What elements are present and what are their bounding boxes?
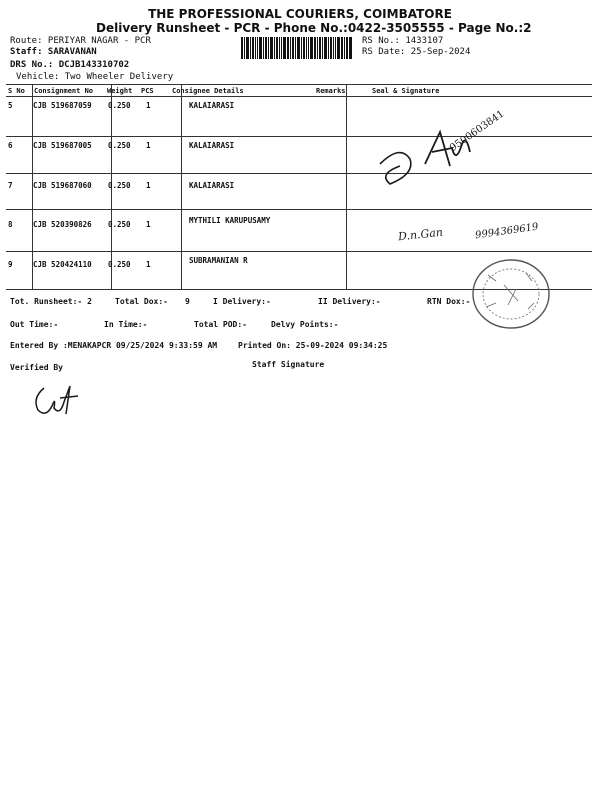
column-divider [346, 84, 347, 289]
total-dox-value: 9 [185, 297, 190, 306]
column-divider [181, 84, 182, 289]
row-consignee: KALAIARASI [189, 141, 235, 150]
row-consignment: CJB 519687060 [33, 181, 92, 190]
recipient-signature-1 [370, 104, 560, 194]
row-consignee: SUBRAMANIAN R [189, 256, 248, 265]
total-pod: Total POD:- [194, 320, 247, 329]
col-header-pcs: PCS [141, 87, 154, 95]
col-header-remarks: Remarks [316, 87, 346, 95]
in-time: In Time:- [104, 320, 148, 329]
col-header-weight: Weight [107, 87, 133, 95]
staff-label: Staff: SARAVANAN [10, 47, 97, 57]
table-top-border [6, 84, 592, 85]
col-header-consignee: Consignee Details [172, 87, 244, 95]
handwritten-phone-2: 9994369619 [474, 221, 540, 242]
ii-delivery: II Delivery:- [318, 297, 381, 306]
printed-on: Printed On: 25-09-2024 09:34:25 [238, 341, 388, 350]
col-header-sno: S No [8, 87, 25, 95]
row-sno: 6 [8, 141, 13, 150]
row-sno: 5 [8, 101, 13, 110]
delivery-points: Delvy Points:- [271, 320, 339, 329]
row-consignment: CJB 519687005 [33, 141, 92, 150]
handwritten-recipient-note: D.n.Gan [397, 225, 444, 244]
row-consignee: KALAIARASI [189, 101, 235, 110]
barcode-image [241, 37, 352, 59]
company-seal-stamp [468, 255, 554, 333]
company-name: THE PROFESSIONAL COURIERS, COIMBATORE [148, 7, 452, 21]
rtn-dox: RTN Dox:- [427, 297, 471, 306]
row-consignment: CJB 519687059 [33, 101, 92, 110]
vehicle-label: Vehicle: Two Wheeler Delivery [16, 72, 174, 82]
row-consignee: KALAIARASI [189, 181, 235, 190]
table-header-border [6, 96, 592, 97]
row-weight: 0.250 [108, 181, 131, 190]
total-dox-label: Total Dox:- [115, 297, 168, 306]
row-pcs: 1 [146, 220, 151, 229]
row-weight: 0.250 [108, 260, 131, 269]
rs-number: RS No.: 1433107 [362, 36, 444, 46]
row-pcs: 1 [146, 101, 151, 110]
verifier-signature [30, 378, 90, 420]
rs-date: RS Date: 25-Sep-2024 [362, 47, 471, 57]
row-divider [6, 251, 592, 252]
row-consignee: MYTHILI KARUPUSAMY [189, 216, 271, 225]
entered-by: Entered By :MENAKAPCR 09/25/2024 9:33:59 AM [10, 341, 218, 350]
row-weight: 0.250 [108, 141, 131, 150]
row-consignment: CJB 520424110 [33, 260, 92, 269]
row-pcs: 1 [146, 141, 151, 150]
row-sno: 9 [8, 260, 13, 269]
col-header-consignment: Consignment No [34, 87, 94, 95]
row-divider [6, 209, 592, 210]
total-runsheet: Tot. Runsheet:- 2 [10, 297, 92, 306]
row-pcs: 1 [146, 260, 151, 269]
staff-signature-label: Staff Signature [252, 360, 325, 369]
handwritten-phone-1: 9500603841 [448, 108, 507, 155]
row-pcs: 1 [146, 181, 151, 190]
runsheet-title: Delivery Runsheet - PCR - Phone No.:0422-3505555 - Page No.:2 [96, 21, 532, 35]
drs-number: DRS No.: DCJB143310702 [10, 60, 130, 70]
row-sno: 8 [8, 220, 13, 229]
route-label: Route: PERIYAR NAGAR - PCR [10, 36, 151, 46]
out-time: Out Time:- [10, 320, 59, 329]
col-header-seal-signature: Seal & Signature [372, 87, 440, 95]
row-sno: 7 [8, 181, 13, 190]
i-delivery: I Delivery:- [213, 297, 271, 306]
verified-by-label: Verified By [10, 363, 63, 372]
row-consignment: CJB 520390826 [33, 220, 92, 229]
row-weight: 0.250 [108, 101, 131, 110]
row-weight: 0.250 [108, 220, 131, 229]
